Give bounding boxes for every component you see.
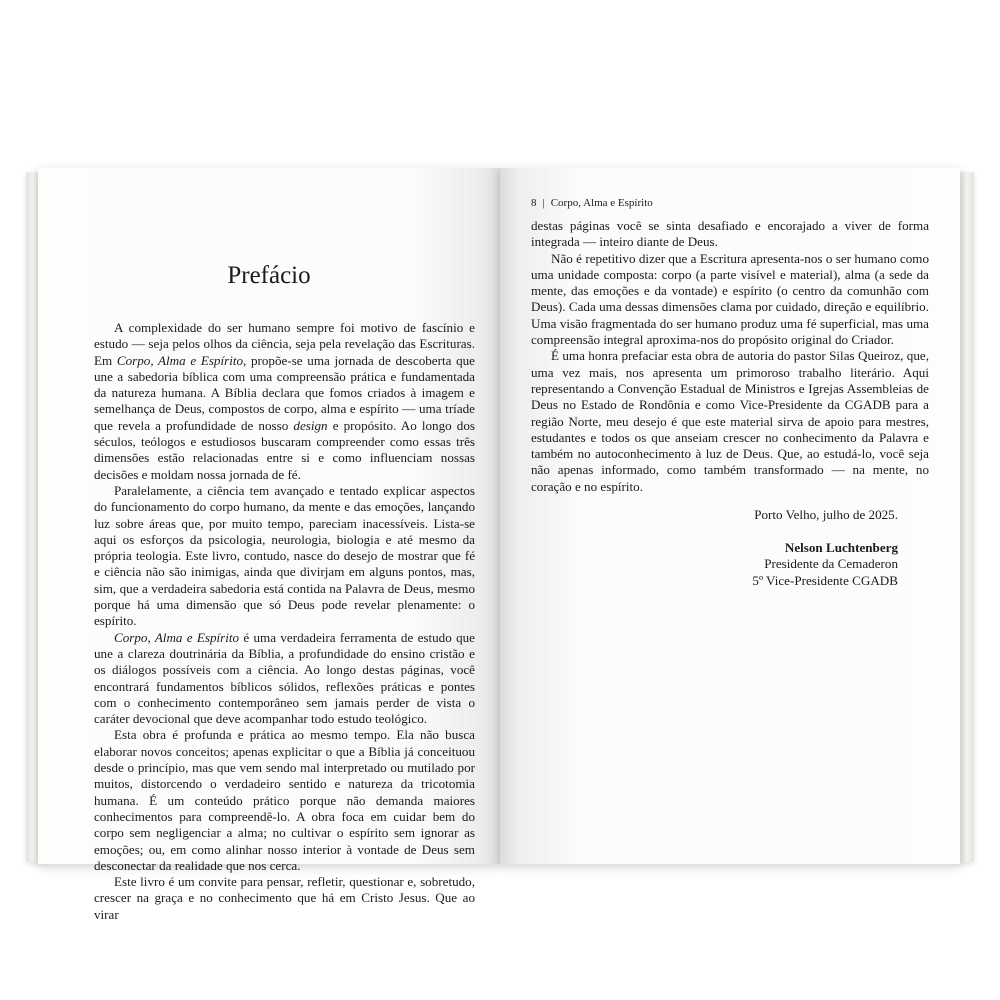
paragraph	[94, 727, 475, 874]
text-run: Esta obra é profunda e prática ao mesmo tempo. Ela não busca elaborar novos conceitos; apenas explicitar o que a Bíblia já conceituou desde o princípio, mas que vem sendo mal interpretado ou mutilado por muitos, distorcendo o verdadeiro sentido e natureza da tricotomia humana. É um conteúdo prático porque não demanda maiores conhecimentos para compreendê-lo. A obra foca em cuidar bem do corpo sem negligenciar a alma; no cultivar o espírito sem ignorar as emoções; ou, em como alinhar nosso interior à vontade de Deus sem desconectar da realidade que nos cerca.	[94, 727, 475, 873]
running-head	[531, 197, 653, 209]
paragraph	[94, 874, 475, 923]
paragraph	[94, 320, 475, 483]
text-run: e propósito. Ao longo dos séculos, teólogos e estudiosos buscaram compreender como essas três dimensões estão relacionadas entre si e como influenciam nossas decisões e moldam nossa jornada de fé.	[94, 417, 475, 482]
paragraph: Não é repetitivo dizer que a Escritura apresenta-nos o ser humano como uma unidade composta: corpo (a parte visível e material), alma (a sede da mente, das emoções e da vontade) e espírito (o centro da comunhão com Deus). Cada uma dessas dimensões clama por cuidado, direção e equilíbrio. Uma visão fragmentada do ser humano produz uma fé superficial, mas uma compreensão integral aproxima-nos do propósito original do Criador.	[531, 250, 929, 348]
text-run: Este livro é um convite para pensar, refletir, questionar e, sobretudo, crescer na graça e no conhecimento que há em Cristo Jesus. Que ao virar	[94, 874, 475, 922]
signature-block	[598, 540, 898, 589]
right-page	[500, 168, 960, 864]
signature-role: 5º Vice-Presidente CGADB	[752, 572, 898, 588]
running-title: Corpo, Alma e Espírito	[550, 197, 653, 209]
text-run: , propõe-se uma jornada de descoberta que une a sabedoria bíblica com uma compreensão prática e fundamentada da natureza humana. A Bíblia declara que fomos criados à imagem e semelhança de Deus, compostos de corpo, alma e espírito — uma tríade que revela a profundidade de nosso	[94, 352, 475, 433]
italic-text: Corpo, Alma e Espírito	[114, 629, 240, 645]
signature-role: Presidente da Cemaderon	[764, 556, 898, 572]
italic-text: design	[293, 417, 328, 433]
paragraph	[94, 630, 475, 728]
chapter-title: Prefácio	[227, 262, 311, 289]
paragraph: É uma honra prefaciar esta obra de autoria do pastor Silas Queiroz, que, uma vez mais, nos apresenta um primoroso trabalho literário. Aqui representando a Convenção Estadual de Ministros e Igrejas Assembleias de Deus no Estado de Rondônia e como Vice-Presidente da CGADB para a região Norte, meu desejo é que este material sirva de apoio para mestres, estudantes e todos os que anseiam crescer no conhecimento da Palavra e também no autoconhecimento à luz de Deus. Que, ao estudá-lo, você seja não apenas informado, como também transformado — na mente, no coração e no espírito.	[531, 348, 929, 494]
italic-text: Corpo, Alma e Espírito	[116, 352, 244, 368]
running-head-separator: |	[542, 197, 545, 209]
signature-place-date: Porto Velho, julho de 2025.	[754, 507, 898, 522]
text-run: é uma verdadeira ferramenta de estudo que une a clareza doutrinária da Bíblia, a profundidade do ensino cristão e os diálogos possíveis com a ciência. Ao longo destas páginas, você encontrará fundamentos bíblicos sólidos, reflexões práticas e pontes com o conhecimento contemporâneo sem jamais perder de vista o caráter devocional que deve acompanhar todo estudo teológico.	[94, 629, 475, 727]
text-run: A complexidade do ser humano sempre foi motivo de fascínio e estudo — seja pelos olhos da ciência, seja pela revelação das Escrituras. Em	[94, 320, 475, 368]
page-number: 8	[531, 197, 537, 209]
signature-name: Nelson Luchtenberg	[784, 540, 898, 555]
text-run: Paralelamente, a ciência tem avançado e tentado explicar aspectos do funcionamento do corpo humano, da mente e das emoções, lançando luz sobre áreas que, por muito tempo, pareciam inacessíveis. Lista-se aqui os esforços da psicologia, neurologia, biologia e até mesmo da própria teologia. Este livro, contudo, nasce do desejo de mostrar que fé e ciência não são inimigas, ainda que divirjam em alguns pontos, mas, sim, que a verdadeira sabedoria está contida na Palavra de Deus, mesmo porque há uma dimensão que só Deus pode revelar plenamente: o espírito.	[94, 482, 475, 629]
left-page	[38, 168, 500, 922]
right-page-body	[531, 218, 929, 495]
paragraph: destas páginas você se sinta desafiado e encorajado a viver de forma integrada — inteiro diante de Deus.	[531, 218, 929, 250]
left-page-body	[94, 320, 475, 923]
paragraph	[94, 483, 475, 630]
